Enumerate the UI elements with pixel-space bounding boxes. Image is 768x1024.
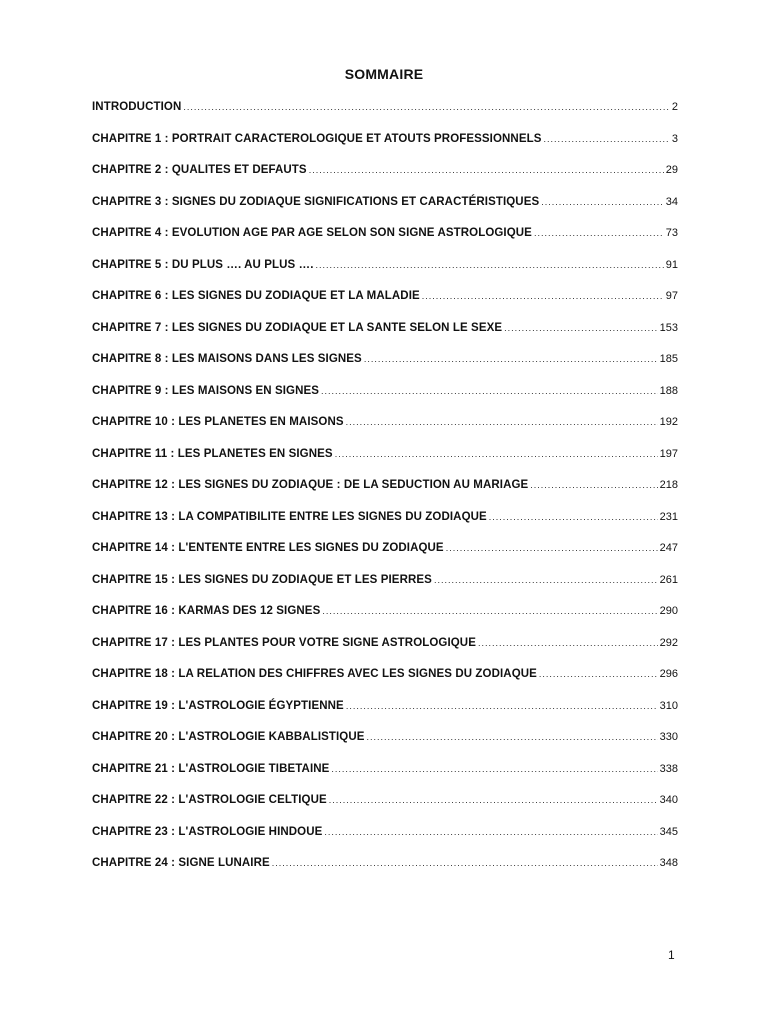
toc-entry-page: 188 [659,384,678,397]
toc-entry-label: CHAPITRE 18 : LA RELATION DES CHIFFRES AVEC LES SIGNES DU ZODIAQUE [92,668,537,680]
toc-entry-page: 73 [665,227,678,239]
toc-entry-chapter-22[interactable] [92,789,678,821]
toc-entry-label: CHAPITRE 21 : L'ASTROLOGIE TIBETAINE [92,762,330,775]
toc-entry-page: 247 [659,542,678,554]
dot-leader [335,443,658,465]
toc-entry-label: CHAPITRE 15 : LES SIGNES DU ZODIAQUE ET LES PIERRES [92,573,432,586]
dot-leader [367,726,658,748]
toc-entry-page: 348 [659,857,678,869]
toc-entry-chapter-13[interactable] [92,506,678,538]
dot-leader [322,600,657,622]
toc-entry-page: 29 [665,164,678,176]
toc-entry-page: 261 [659,573,678,586]
toc-entry-page: 192 [659,416,678,428]
toc-entry-label: CHAPITRE 8 : LES MAISONS DANS LES SIGNES [92,353,362,365]
toc-entry-page: 197 [659,447,678,460]
toc-entry-chapter-21[interactable] [92,758,678,790]
dot-leader [489,506,658,528]
dot-leader [346,695,658,717]
toc-entry-chapter-5[interactable] [92,254,678,286]
page-title: SOMMAIRE [344,66,424,82]
toc-entry-label: CHAPITRE 4 : EVOLUTION AGE PAR AGE SELON SON SIGNE ASTROLOGIQUE [92,227,532,239]
toc-entry-chapter-18[interactable] [92,663,678,695]
toc-entry-label: CHAPITRE 12 : LES SIGNES DU ZODIAQUE : DE LA SEDUCTION AU MARIAGE [92,479,529,491]
toc-entry-chapter-9[interactable] [92,380,678,412]
dot-leader [272,852,658,874]
dot-leader [183,96,670,118]
toc-entry-label: CHAPITRE 10 : LES PLANETES EN MAISONS [92,416,344,428]
toc-entry-page: 2 [671,101,678,113]
toc-entry-page: 310 [659,699,678,712]
toc-entry-page: 153 [659,321,678,334]
toc-entry-chapter-6[interactable] [92,285,678,317]
toc-entry-chapter-1[interactable] [92,128,678,160]
toc-entry-label: CHAPITRE 6 : LES SIGNES DU ZODIAQUE ET LA MALADIE [92,290,420,302]
toc-entry-page: 91 [665,258,678,271]
dot-leader [530,474,657,496]
toc-entry-label: CHAPITRE 1 : PORTRAIT CARACTEROLOGIQUE ET ATOUTS PROFESSIONNELS [92,132,542,145]
toc-entry-label: CHAPITRE 11 : LES PLANETES EN SIGNES [92,447,333,460]
toc-entry-label: CHAPITRE 5 : DU PLUS …. AU PLUS …. [92,258,314,271]
toc-entry-page: 97 [665,290,678,302]
toc-entry-chapter-15[interactable] [92,569,678,601]
toc-entry-chapter-8[interactable] [92,348,678,380]
toc-entry-page: 185 [659,353,678,365]
toc-entry-label: CHAPITRE 14 : L'ENTENTE ENTRE LES SIGNES DU ZODIAQUE [92,542,444,554]
dot-leader [534,222,664,244]
dot-leader [478,632,658,654]
toc-entry-page: 290 [659,605,678,617]
toc-entry-page: 338 [659,762,678,775]
toc-entry-chapter-10[interactable] [92,411,678,443]
dot-leader [316,254,664,276]
toc-entry-page: 34 [665,195,678,208]
dot-leader [309,159,664,181]
toc-entry-page: 218 [659,479,678,491]
toc-entry-chapter-24[interactable] [92,852,678,884]
toc-entry-page: 3 [671,132,678,145]
dot-leader [321,380,658,402]
toc-entry-page: 296 [659,668,678,680]
toc-entry-chapter-4[interactable] [92,222,678,254]
toc-entry-label: CHAPITRE 2 : QUALITES ET DEFAUTS [92,164,307,176]
dot-leader [329,789,658,811]
toc-entry-page: 292 [659,636,678,649]
table-of-contents [92,96,678,884]
dot-leader [364,348,658,370]
toc-entry-chapter-20[interactable] [92,726,678,758]
toc-entry-page: 345 [659,825,678,838]
toc-entry-page: 330 [659,731,678,743]
toc-entry-chapter-14[interactable] [92,537,678,569]
toc-entry-page: 340 [659,794,678,806]
dot-leader [504,317,658,339]
toc-entry-chapter-23[interactable] [92,821,678,853]
dot-leader [434,569,658,591]
toc-entry-label: CHAPITRE 17 : LES PLANTES POUR VOTRE SIGNE ASTROLOGIQUE [92,636,476,649]
toc-entry-chapter-17[interactable] [92,632,678,664]
dot-leader [541,191,664,213]
toc-entry-chapter-12[interactable] [92,474,678,506]
toc-entry-chapter-19[interactable] [92,695,678,727]
toc-entry-label: CHAPITRE 3 : SIGNES DU ZODIAQUE SIGNIFICATIONS ET CARACTÉRISTIQUES [92,195,540,208]
toc-entry-introduction[interactable] [92,96,678,128]
dot-leader [324,821,657,843]
toc-entry-chapter-3[interactable] [92,191,678,223]
toc-entry-label: CHAPITRE 20 : L'ASTROLOGIE KABBALISTIQUE [92,731,365,743]
dot-leader [446,537,658,559]
page-number: 1 [668,948,675,962]
toc-entry-label: CHAPITRE 16 : KARMAS DES 12 SIGNES [92,605,321,617]
toc-entry-label: CHAPITRE 23 : L'ASTROLOGIE HINDOUE [92,825,323,838]
dot-leader [331,758,657,780]
toc-entry-chapter-16[interactable] [92,600,678,632]
toc-entry-label: CHAPITRE 13 : LA COMPATIBILITE ENTRE LES SIGNES DU ZODIAQUE [92,510,487,523]
toc-entry-chapter-7[interactable] [92,317,678,349]
toc-entry-label: CHAPITRE 19 : L'ASTROLOGIE ÉGYPTIENNE [92,699,344,712]
dot-leader [346,411,658,433]
toc-entry-label: CHAPITRE 9 : LES MAISONS EN SIGNES [92,384,320,397]
toc-entry-label: CHAPITRE 7 : LES SIGNES DU ZODIAQUE ET LA SANTE SELON LE SEXE [92,321,503,334]
toc-entry-chapter-2[interactable] [92,159,678,191]
toc-entry-label: INTRODUCTION [92,101,182,113]
dot-leader [544,128,670,150]
toc-entry-label: CHAPITRE 22 : L'ASTROLOGIE CELTIQUE [92,794,327,806]
toc-entry-chapter-11[interactable] [92,443,678,475]
toc-entry-label: CHAPITRE 24 : SIGNE LUNAIRE [92,857,270,869]
toc-entry-page: 231 [659,510,678,523]
dot-leader [539,663,658,685]
dot-leader [422,285,664,307]
